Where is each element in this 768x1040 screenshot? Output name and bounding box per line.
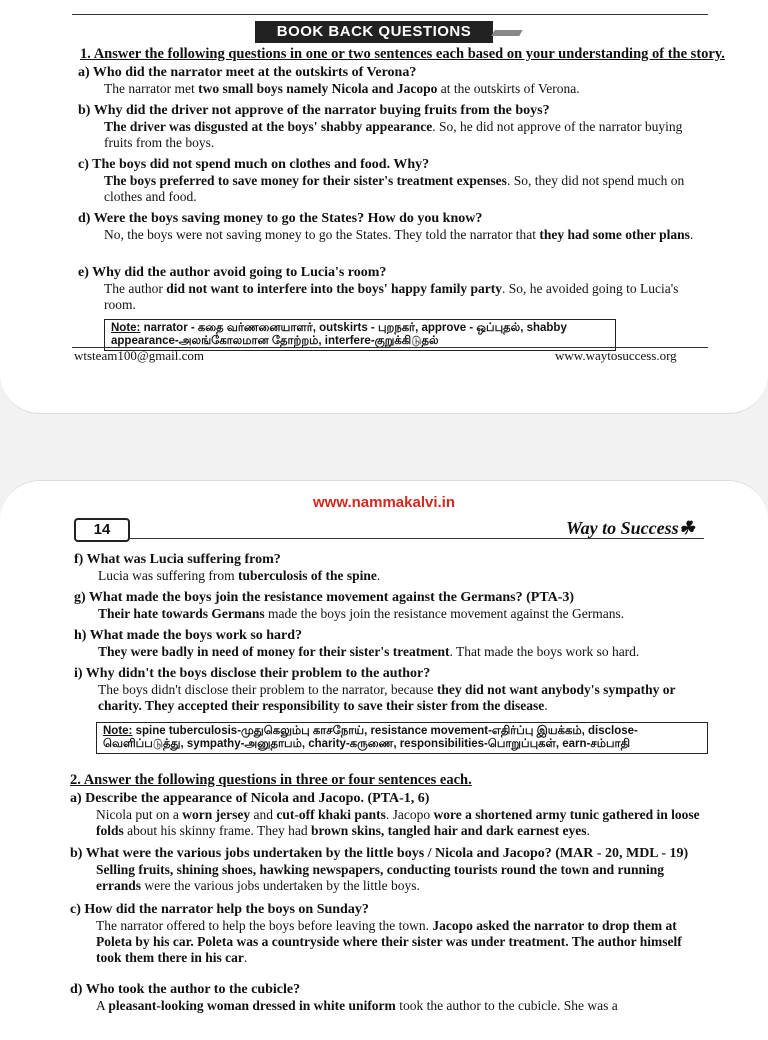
note-label: Note:	[103, 725, 133, 737]
answer-text: about his skinny frame. They had	[123, 823, 311, 838]
question: d) Who took the author to the cubicle?	[70, 982, 301, 997]
section-2-heading: 2. Answer the following questions in three or four sentences each.	[70, 772, 472, 788]
answer-highlight: tuberculosis of the spine	[237, 568, 377, 583]
header-rule	[130, 538, 704, 539]
answer-highlight: wore a shortened army tunic gathered in loose folds	[96, 807, 700, 838]
brand-text: Way to Success	[566, 518, 679, 538]
question: e) Why did the author avoid going to Lucia's room?	[78, 265, 387, 280]
answer-text: No, the boys were not saving money to go the States. They told the narrator that	[104, 227, 540, 242]
question: a) Who did the narrator meet at the outskirts of Verona?	[78, 65, 417, 80]
note-box-2	[96, 722, 708, 754]
question: b) What were the various jobs undertaken by the little boys / Nicola and Jacopo? (MAR - 20, MDL - 19)	[70, 846, 689, 861]
question: f) What was Lucia suffering from?	[74, 552, 281, 567]
answer-highlight: cut-off khaki pants	[276, 807, 386, 822]
answer-text: The boys didn't disclose their problem to the narrator, because	[98, 682, 437, 697]
book-back-questions-banner: BOOK BACK QUESTIONS	[255, 21, 493, 43]
answer-highlight: brown skins, tangled hair and dark earnest eyes	[310, 823, 587, 838]
answer-text: .	[544, 698, 548, 713]
answer-text: Lucia was suffering from	[98, 568, 238, 583]
answer-highlight: Jacopo asked the narrator to drop them at Poleta by his car. Poleta was a countryside where their sister was under treatment. The author himself took them there in his car	[96, 918, 682, 965]
answer-highlight: Their hate towards Germans	[98, 606, 265, 621]
footer-email: wtsteam100@gmail.com	[74, 348, 205, 363]
answer-highlight: they did not want anybody's sympathy or charity. They accepted their responsibility to save their sister from the disease	[98, 682, 676, 713]
question: i) Why didn't the boys disclose their problem to the author?	[74, 666, 431, 681]
answer-highlight: worn jersey	[182, 807, 251, 822]
answer	[104, 281, 704, 313]
brand-icon: ☘	[678, 518, 695, 538]
page-number: 14	[74, 518, 130, 542]
section-1-heading: 1. Answer the following questions in one or two sentences each based on your understanding of the story.	[80, 46, 725, 62]
site-header: www.nammakalvi.in	[313, 494, 455, 511]
note-label: Note:	[111, 322, 141, 334]
answer	[98, 568, 708, 584]
answer-text: . So, they did not spend much on clothes and food.	[104, 173, 685, 204]
answer-highlight: The driver was disgusted at the boys' shabby appearance	[104, 119, 433, 134]
answer	[96, 807, 708, 839]
answer-highlight: did not want to interfere into the boys' happy family party	[166, 281, 502, 296]
answer-text: . Jacopo	[385, 807, 434, 822]
answer-text: . So, he avoided going to Lucia's room.	[104, 281, 679, 312]
answer	[104, 81, 704, 97]
answer	[98, 644, 708, 660]
answer-text: A	[96, 998, 109, 1013]
footer-site: www.waytosuccess.org	[555, 348, 677, 363]
question: c) How did the narrator help the boys on Sunday?	[70, 902, 369, 917]
answer-text: at the outskirts of Verona.	[437, 81, 580, 96]
question: a) Describe the appearance of Nicola and Jacopo. (PTA-1, 6)	[70, 791, 430, 806]
answer	[104, 227, 704, 243]
answer-text: made the boys join the resistance movement against the Germans.	[264, 606, 625, 621]
answer-highlight: They were badly in need of money for their sister's treatment	[98, 644, 450, 659]
answer-text: took the author to the cubicle. She was a	[395, 998, 618, 1013]
answer-text: .	[376, 568, 381, 583]
answer-highlight: pleasant-looking woman dressed in white uniform	[108, 998, 396, 1013]
answer-text: . That made the boys work so hard.	[449, 644, 640, 659]
answer-text: The narrator offered to help the boys before leaving the town.	[96, 918, 433, 933]
question: g) What made the boys join the resistance movement against the Germans? (PTA-3)	[74, 590, 575, 605]
answer	[98, 606, 708, 622]
note-text: spine tuberculosis-முதுகெலும்பு காசநோய், resistance movement-எதிர்ப்பு இயக்கம், disclose-வெளிப்படுத்து, sympathy-அனுதாபம், charity-கருணை, responsibilities-பொறுப்புகள், earn-சம்பாதி	[103, 725, 638, 750]
answer-text: were the various jobs undertaken by the little boys.	[141, 878, 420, 893]
answer	[96, 998, 708, 1014]
brand-logo	[566, 518, 695, 539]
top-rule	[72, 14, 708, 15]
answer-text: .	[689, 227, 694, 242]
answer-text: The author	[104, 281, 167, 296]
answer-text: . So, he did not approve of the narrator buying fruits from the boys.	[104, 119, 683, 150]
question: h) What made the boys work so hard?	[74, 628, 303, 643]
answer-text: .	[586, 823, 590, 838]
answer	[96, 918, 708, 966]
answer-highlight: Selling fruits, shining shoes, hawking newspapers, conducting tourists round the town and running errands	[96, 862, 665, 893]
answer-highlight: The boys preferred to save money for their sister's treatment expenses	[104, 173, 507, 188]
question: b) Why did the driver not approve of the narrator buying fruits from the boys?	[78, 103, 550, 118]
answer	[104, 119, 704, 151]
answer	[98, 682, 708, 714]
answer-text: .	[243, 950, 248, 965]
question: d) Were the boys saving money to go the States? How do you know?	[78, 211, 483, 226]
answer-highlight: they had some other plans	[539, 227, 690, 242]
answer	[96, 862, 708, 894]
answer-text: Nicola put on a	[96, 807, 183, 822]
banner-arrow-icon	[491, 30, 522, 36]
answer-text: and	[250, 807, 277, 822]
answer-text: The narrator met	[104, 81, 199, 96]
note-text: narrator - கதை வர்ணனையாளர், outskirts - புறநகர், approve - ஒப்புதல், shabby appearance-அலங்கோலமான தோற்றம், interfere-குறுக்கிடுதல்	[111, 322, 567, 347]
answer-highlight: two small boys namely Nicola and Jacopo	[198, 81, 438, 96]
question: c) The boys did not spend much on clothes and food. Why?	[78, 157, 430, 172]
answer	[104, 173, 704, 205]
